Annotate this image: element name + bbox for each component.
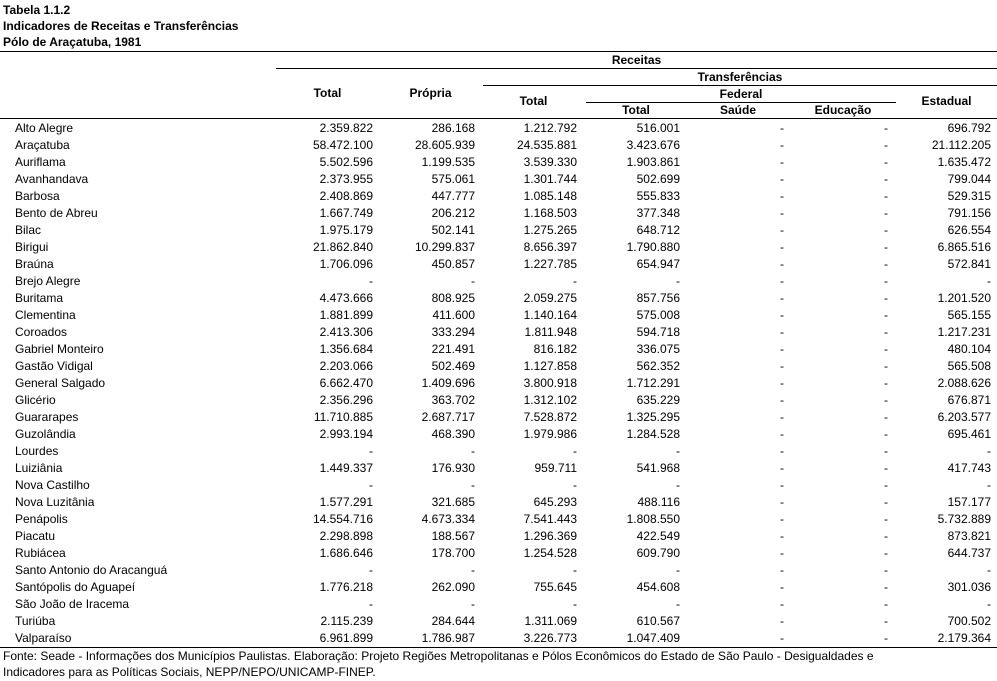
cell-total: 21.862.840 [312,240,373,254]
cell-saude: - [780,580,784,594]
cell-propria: 206.212 [431,206,475,220]
cell-educacao: - [884,393,888,407]
cell-educacao: - [884,206,888,220]
cell-educacao: - [884,580,888,594]
cell-municipio: Birigui [15,240,49,254]
cell-propria: 333.294 [431,325,475,339]
cell-municipio: Bento de Abreu [15,206,98,220]
receitas-rule [276,68,997,69]
cell-total: 2.413.306 [319,325,373,339]
cell-propria: 188.567 [431,529,475,543]
cell-propria: - [471,478,475,492]
header-educacao: Educação [814,103,872,117]
cell-federal-total: 654.947 [636,257,680,271]
cell-transf-total: 1.127.858 [523,359,577,373]
table-row [0,511,997,528]
cell-municipio: Guararapes [15,410,79,424]
table-row [0,545,997,562]
cell-educacao: - [884,631,888,645]
table-row [0,613,997,630]
cell-saude: - [780,393,784,407]
cell-total: - [369,444,373,458]
cell-saude: - [780,138,784,152]
table-row [0,273,997,290]
cell-educacao: - [884,376,888,390]
cell-total: 1.686.646 [319,546,373,560]
cell-educacao: - [884,359,888,373]
cell-saude: - [780,563,784,577]
cell-municipio: Valparaíso [15,631,72,645]
cell-transf-total: 2.059.275 [523,291,577,305]
cell-municipio: Rubiácea [15,546,66,560]
cell-transf-total: 1.301.744 [523,172,577,186]
cell-transf-total: 1.275.265 [523,223,577,237]
cell-federal-total: 541.968 [636,461,680,475]
cell-federal-total: 635.229 [636,393,680,407]
cell-federal-total: 516.001 [636,121,680,135]
header-estadual: Estadual [921,94,972,108]
cell-municipio: Auriflama [15,155,66,169]
cell-educacao: - [884,478,888,492]
cell-federal-total: 610.567 [636,614,680,628]
cell-federal-total: 422.549 [636,529,680,543]
cell-estadual: 644.737 [947,546,991,560]
cell-propria: 502.469 [431,359,475,373]
header-federal: Federal [719,87,763,101]
cell-estadual: 695.461 [947,427,991,441]
cell-federal-total: - [676,597,680,611]
cell-municipio: Barbosa [15,189,60,203]
cell-estadual: 799.044 [947,172,991,186]
table-row [0,579,997,596]
cell-total: 1.667.749 [319,206,373,220]
cell-transf-total: 1.140.164 [523,308,577,322]
cell-propria: 1.199.535 [421,155,475,169]
cell-educacao: - [884,546,888,560]
table-row [0,426,997,443]
cell-transf-total: 1.254.528 [523,546,577,560]
cell-educacao: - [884,342,888,356]
cell-saude: - [780,206,784,220]
table-row [0,562,997,579]
cell-propria: 321.685 [431,495,475,509]
cell-transf-total: - [573,274,577,288]
table-row [0,120,997,137]
cell-educacao: - [884,291,888,305]
cell-saude: - [780,172,784,186]
cell-estadual: 1.635.472 [937,155,991,169]
table-row [0,341,997,358]
table-row [0,443,997,460]
cell-educacao: - [884,155,888,169]
cell-federal-total: - [676,444,680,458]
cell-total: 2.298.898 [319,529,373,543]
cell-estadual: 529.315 [947,189,991,203]
cell-total: 1.706.096 [319,257,373,271]
cell-federal-total: 377.348 [636,206,680,220]
cell-transf-total: 959.711 [534,461,577,475]
header-bottom-rule [0,118,997,119]
table-number: Tabela 1.1.2 [3,3,71,17]
table-row [0,205,997,222]
cell-saude: - [780,325,784,339]
cell-municipio: Clementina [15,308,76,322]
cell-federal-total: 3.423.676 [626,138,680,152]
cell-total: 2.359.822 [319,121,373,135]
cell-transf-total: 1.296.369 [523,529,577,543]
cell-transf-total: 3.226.773 [523,631,577,645]
source-note-continued: Indicadores para as Políticas Sociais, NEPP/NEPO/UNICAMP-FINEP. [3,665,376,679]
table-row [0,307,997,324]
cell-transf-total: 816.182 [533,342,577,356]
header-propria: Própria [409,86,452,100]
table-row [0,154,997,171]
cell-total: 11.710.885 [313,410,373,424]
cell-municipio: Lourdes [15,444,59,458]
cell-estadual: - [987,274,991,288]
cell-estadual: 2.179.364 [937,631,991,645]
cell-total: 1.449.337 [319,461,373,475]
cell-transf-total: 7.528.872 [523,410,577,424]
header-transferencias: Transferências [697,70,783,84]
table-row [0,137,997,154]
cell-transf-total: - [573,597,577,611]
cell-federal-total: 502.699 [636,172,680,186]
header-transf-total: Total [519,94,548,108]
cell-total: 2.373.955 [319,172,373,186]
cell-saude: - [780,291,784,305]
cell-municipio: Bilac [15,223,42,237]
cell-total: - [369,274,373,288]
cell-total: 14.554.716 [312,512,373,526]
cell-saude: - [780,240,784,254]
cell-propria: 502.141 [431,223,475,237]
cell-propria: 10.299.837 [414,240,475,254]
cell-estadual: 1.217.231 [937,325,991,339]
cell-estadual: - [987,563,991,577]
cell-federal-total: 454.608 [636,580,680,594]
cell-transf-total: 8.656.397 [523,240,577,254]
cell-propria: 28.605.939 [414,138,475,152]
cell-estadual: 565.155 [947,308,991,322]
cell-educacao: - [884,461,888,475]
cell-transf-total: 1.085.148 [523,189,577,203]
cell-total: - [369,597,373,611]
cell-saude: - [780,410,784,424]
table-row [0,409,997,426]
cell-federal-total: 1.808.550 [626,512,680,526]
cell-saude: - [780,546,784,560]
cell-municipio: Coroados [15,325,68,339]
cell-federal-total: 1.325.295 [626,410,680,424]
source-note: Fonte: Seade - Informações dos Municípios Paulistas. Elaboração: Projeto Regiões Metropolitanas e Pólos Econômicos do Estado de São Paulo - Desigualdades e [3,649,874,663]
cell-educacao: - [884,427,888,441]
cell-saude: - [780,495,784,509]
cell-municipio: Braúna [15,257,54,271]
cell-total: - [369,478,373,492]
table-row [0,460,997,477]
cell-saude: - [780,461,784,475]
cell-saude: - [780,155,784,169]
cell-total: 6.961.899 [319,631,373,645]
cell-propria: 575.061 [431,172,475,186]
cell-educacao: - [884,614,888,628]
cell-saude: - [780,189,784,203]
cell-educacao: - [884,189,888,203]
cell-federal-total: 1.047.409 [626,631,680,645]
cell-municipio: General Salgado [15,376,106,390]
cell-total: 1.356.684 [319,342,373,356]
cell-propria: 2.687.717 [421,410,475,424]
cell-educacao: - [884,172,888,186]
cell-municipio: Piacatu [15,529,56,543]
table-row [0,239,997,256]
cell-estadual: 696.792 [947,121,991,135]
cell-transf-total: 1.811.948 [524,325,577,339]
cell-propria: 178.700 [431,546,475,560]
cell-municipio: Araçatuba [15,138,70,152]
table-row [0,171,997,188]
cell-educacao: - [884,308,888,322]
cell-saude: - [780,631,784,645]
cell-estadual: 1.201.520 [937,291,991,305]
cell-estadual: 480.104 [947,342,991,356]
cell-federal-total: 609.790 [636,546,680,560]
cell-saude: - [780,512,784,526]
cell-total: 58.472.100 [312,138,373,152]
cell-propria: 262.090 [431,580,475,594]
cell-propria: 411.600 [432,308,475,322]
cell-estadual: - [987,444,991,458]
cell-propria: - [471,597,475,611]
cell-transf-total: 24.535.881 [516,138,577,152]
cell-municipio: Glicério [15,393,56,407]
cell-estadual: 2.088.626 [937,376,991,390]
cell-estadual: 565.508 [947,359,991,373]
cell-saude: - [780,223,784,237]
cell-estadual: 5.732.889 [937,512,991,526]
cell-transf-total: 3.800.918 [523,376,577,390]
cell-saude: - [780,342,784,356]
cell-propria: - [471,444,475,458]
cell-total: 5.502.596 [319,155,373,169]
cell-estadual: 6.203.577 [937,410,991,424]
cell-propria: - [471,274,475,288]
table-row [0,392,997,409]
cell-total: 1.881.899 [319,308,373,322]
cell-municipio: Guzolândia [15,427,76,441]
table-row [0,256,997,273]
table-title: Indicadores de Receitas e Transferências [3,19,239,33]
cell-transf-total: - [573,563,577,577]
cell-transf-total: 645.293 [533,495,577,509]
cell-federal-total: 1.903.861 [626,155,680,169]
cell-municipio: Nova Luzitânia [15,495,95,509]
cell-estadual: 157.177 [947,495,991,509]
cell-saude: - [780,308,784,322]
cell-municipio: Gastão Vidigal [15,359,93,373]
cell-total: 1.776.218 [319,580,373,594]
cell-propria: 284.644 [431,614,475,628]
cell-saude: - [780,274,784,288]
cell-propria: 176.930 [431,461,475,475]
cell-estadual: - [987,597,991,611]
cell-transf-total: 1.212.792 [523,121,577,135]
cell-propria: 221.491 [431,342,475,356]
cell-educacao: - [884,529,888,543]
cell-educacao: - [884,138,888,152]
cell-transf-total: 1.168.503 [523,206,577,220]
cell-total: 1.577.291 [319,495,373,509]
table-row [0,290,997,307]
cell-propria: 4.673.334 [421,512,475,526]
table-top-rule [0,51,997,52]
cell-federal-total: 1.284.528 [626,427,680,441]
cell-estadual: 873.821 [947,529,991,543]
cell-municipio: Santo Antonio do Aracanguá [15,563,168,577]
cell-transf-total: 3.539.330 [523,155,577,169]
cell-municipio: Gabriel Monteiro [15,342,104,356]
cell-total: 2.203.066 [319,359,373,373]
cell-saude: - [780,478,784,492]
cell-estadual: 301.036 [947,580,991,594]
cell-total: 2.408.869 [319,189,373,203]
cell-federal-total: 336.075 [636,342,680,356]
table-row [0,528,997,545]
cell-federal-total: 648.712 [636,223,680,237]
cell-educacao: - [884,597,888,611]
cell-federal-total: 562.352 [636,359,680,373]
cell-estadual: 626.554 [947,223,991,237]
cell-total: 6.662.470 [319,376,373,390]
cell-municipio: Turiúba [15,614,56,628]
table-row [0,494,997,511]
header-total: Total [313,86,342,100]
cell-educacao: - [884,257,888,271]
table-row [0,222,997,239]
cell-transf-total: 1.312.102 [523,393,577,407]
table-row [0,596,997,613]
cell-estadual: - [987,478,991,492]
cell-federal-total: 857.756 [636,291,680,305]
cell-federal-total: - [676,478,680,492]
cell-propria: 1.409.696 [421,376,475,390]
cell-total: 2.356.296 [319,393,373,407]
cell-municipio: Buritama [15,291,64,305]
cell-municipio: São João de Iracema [15,597,130,611]
cell-municipio: Alto Alegre [15,121,74,135]
cell-estadual: 417.743 [947,461,991,475]
cell-propria: 447.777 [431,189,475,203]
cell-propria: - [471,563,475,577]
cell-saude: - [780,427,784,441]
cell-federal-total: 575.008 [636,308,680,322]
header-receitas: Receitas [611,53,662,67]
table-subtitle: Pólo de Araçatuba, 1981 [3,35,142,49]
cell-educacao: - [884,512,888,526]
table-row [0,477,997,494]
table-row [0,375,997,392]
cell-transf-total: 1.227.785 [523,257,577,271]
cell-saude: - [780,614,784,628]
table-row [0,324,997,341]
cell-educacao: - [884,410,888,424]
cell-educacao: - [884,563,888,577]
cell-total: 1.975.179 [319,223,373,237]
cell-federal-total: 594.718 [636,325,680,339]
cell-federal-total: 1.790.880 [626,240,680,254]
cell-saude: - [780,359,784,373]
cell-transf-total: 7.541.443 [523,512,577,526]
cell-estadual: 21.112.205 [931,138,991,152]
cell-estadual: 6.865.516 [937,240,991,254]
cell-estadual: 700.502 [947,614,991,628]
cell-transf-total: 755.645 [533,580,577,594]
cell-municipio: Nova Castilho [15,478,90,492]
cell-educacao: - [884,495,888,509]
cell-saude: - [780,376,784,390]
cell-federal-total: 488.116 [637,495,680,509]
cell-estadual: 572.841 [947,257,991,271]
cell-municipio: Penápolis [15,512,68,526]
cell-propria: 468.390 [431,427,475,441]
cell-educacao: - [884,240,888,254]
cell-saude: - [780,597,784,611]
header-saude: Saúde [719,103,756,117]
cell-transf-total: 1.311.069 [524,614,577,628]
cell-saude: - [780,257,784,271]
cell-municipio: Luiziânia [15,461,63,475]
cell-federal-total: 1.712.291 [626,376,680,390]
cell-propria: 286.168 [431,121,475,135]
cell-total: 2.115.239 [320,614,373,628]
header-federal-total: Total [622,103,650,117]
cell-total: 4.473.666 [319,291,373,305]
cell-municipio: Santópolis do Aguapeí [15,580,136,594]
cell-transf-total: - [573,444,577,458]
cell-educacao: - [884,444,888,458]
cell-propria: 450.857 [431,257,475,271]
cell-propria: 1.786.987 [421,631,475,645]
cell-educacao: - [884,223,888,237]
transferencias-rule [483,85,997,86]
cell-propria: 808.925 [431,291,475,305]
cell-transf-total: 1.979.986 [523,427,577,441]
cell-saude: - [780,444,784,458]
cell-educacao: - [884,274,888,288]
cell-estadual: 676.871 [947,393,991,407]
cell-total: - [369,563,373,577]
cell-total: 2.993.194 [319,427,373,441]
cell-saude: - [780,529,784,543]
cell-educacao: - [884,325,888,339]
cell-municipio: Avanhandava [15,172,89,186]
cell-federal-total: - [676,274,680,288]
cell-saude: - [780,121,784,135]
table-row [0,630,997,647]
cell-estadual: 791.156 [947,206,991,220]
cell-transf-total: - [573,478,577,492]
cell-federal-total: 555.833 [636,189,680,203]
table-row [0,358,997,375]
cell-educacao: - [884,121,888,135]
table-row [0,188,997,205]
cell-municipio: Brejo Alegre [15,274,81,288]
cell-propria: 363.702 [431,393,475,407]
cell-federal-total: - [676,563,680,577]
